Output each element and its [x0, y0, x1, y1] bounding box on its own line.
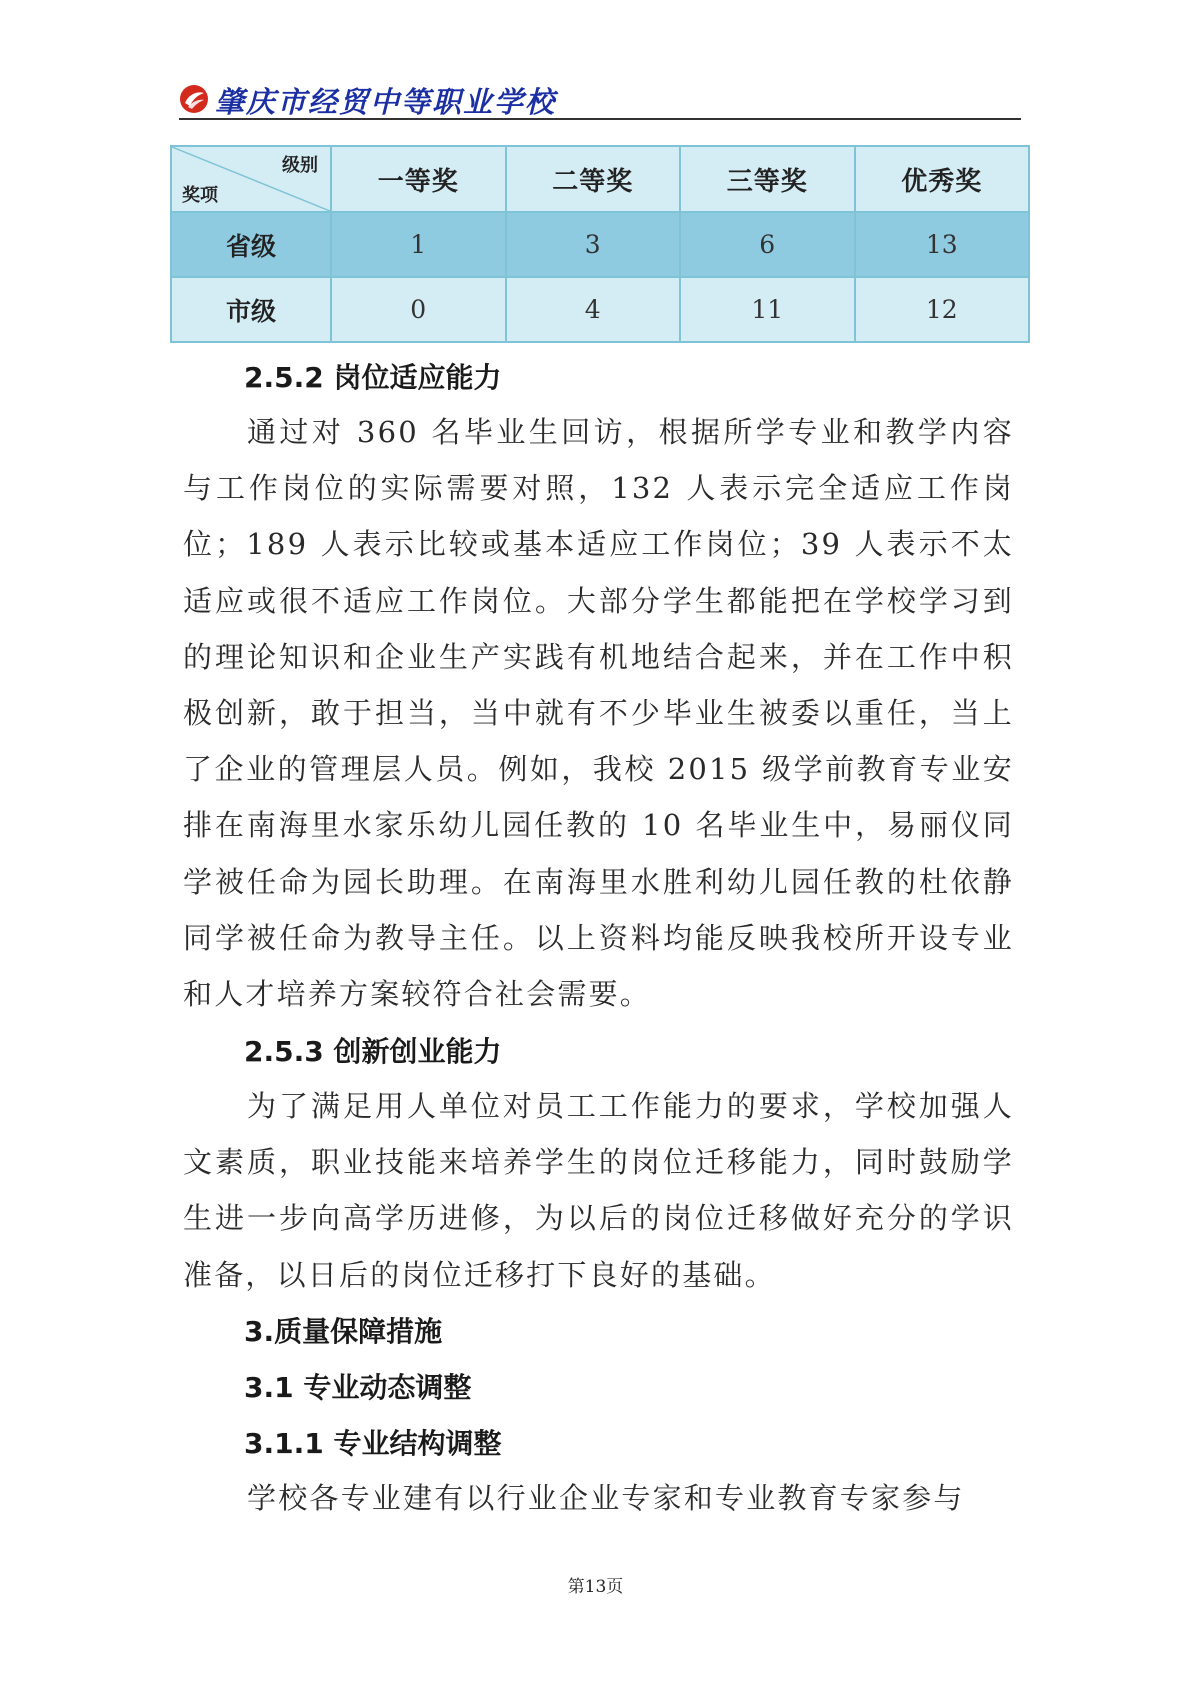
column-header: 一等奖 — [331, 146, 506, 212]
corner-cell — [171, 146, 331, 212]
awards-table — [170, 145, 1030, 343]
table-cell: 6 — [680, 212, 855, 277]
row-header: 市级 — [171, 277, 331, 342]
corner-bottom-label: 奖项 — [182, 185, 218, 206]
table-row — [171, 212, 1029, 277]
paragraph-2-5-3: 为了满足用人单位对员工工作能力的要求，学校加强人文素质，职业技能来培养学生的岗位迁移能力，同时鼓励学生进一步向高学历进修，为以后的岗位迁移做好充分的学识准备，以日后的岗位迁移打下良好的基础。 — [183, 1089, 1014, 1292]
paragraph-3-1-1: 学校各专业建有以行业企业专家和专业教育专家参与 — [247, 1481, 965, 1515]
paragraph-2-5-2: 通过对 360 名毕业生回访，根据所学专业和教学内容与工作岗位的实际需要对照，132 人表示完全适应工作岗位；189 人表示比较或基本适应工作岗位；39 人表示不太适应或很不适应工作岗位。大部分学生都能把在学校学习到的理论知识和企业生产实践有机地结合起来，并在工作中积极创新，敢于担当，当中就有不少毕业生被委以重任，当上了企业的管理层人员。例如，我校 2015 级学前教育专业安排在南海里水家乐幼儿园任教的 10 名毕业生中，易丽仪同学被任命为园长助理。在南海里水胜利幼儿园任教的杜依静同学被任命为教导主任。以上资料均能反映我校所开设专业和人才培养方案较符合社会需要。 — [183, 415, 1014, 1012]
column-header: 优秀奖 — [855, 146, 1030, 212]
school-name: 肇庆市经贸中等职业学校 — [215, 85, 557, 119]
page-header — [179, 78, 1021, 122]
school-logo-icon — [179, 84, 209, 114]
column-header: 三等奖 — [680, 146, 855, 212]
table-header-row — [171, 146, 1029, 212]
section-heading-2-5-2: 2.5.2 岗位适应能力 — [244, 361, 502, 394]
corner-top-label: 级别 — [282, 155, 318, 176]
section-heading-3: 3.质量保障措施 — [244, 1315, 443, 1348]
section-heading-3-1-1: 3.1.1 专业结构调整 — [244, 1427, 502, 1460]
section-heading-3-1: 3.1 专业动态调整 — [244, 1371, 472, 1404]
header-rule — [179, 118, 1021, 120]
column-header: 二等奖 — [506, 146, 681, 212]
row-header: 省级 — [171, 212, 331, 277]
table-cell: 12 — [855, 277, 1030, 342]
table-cell: 4 — [506, 277, 681, 342]
section-heading-2-5-3: 2.5.3 创新创业能力 — [244, 1035, 502, 1068]
table-cell: 1 — [331, 212, 506, 277]
table-row — [171, 277, 1029, 342]
table-cell: 0 — [331, 277, 506, 342]
table-cell: 11 — [680, 277, 855, 342]
page-number: 第13页 — [567, 1577, 624, 1597]
table-cell: 3 — [506, 212, 681, 277]
table-cell: 13 — [855, 212, 1030, 277]
